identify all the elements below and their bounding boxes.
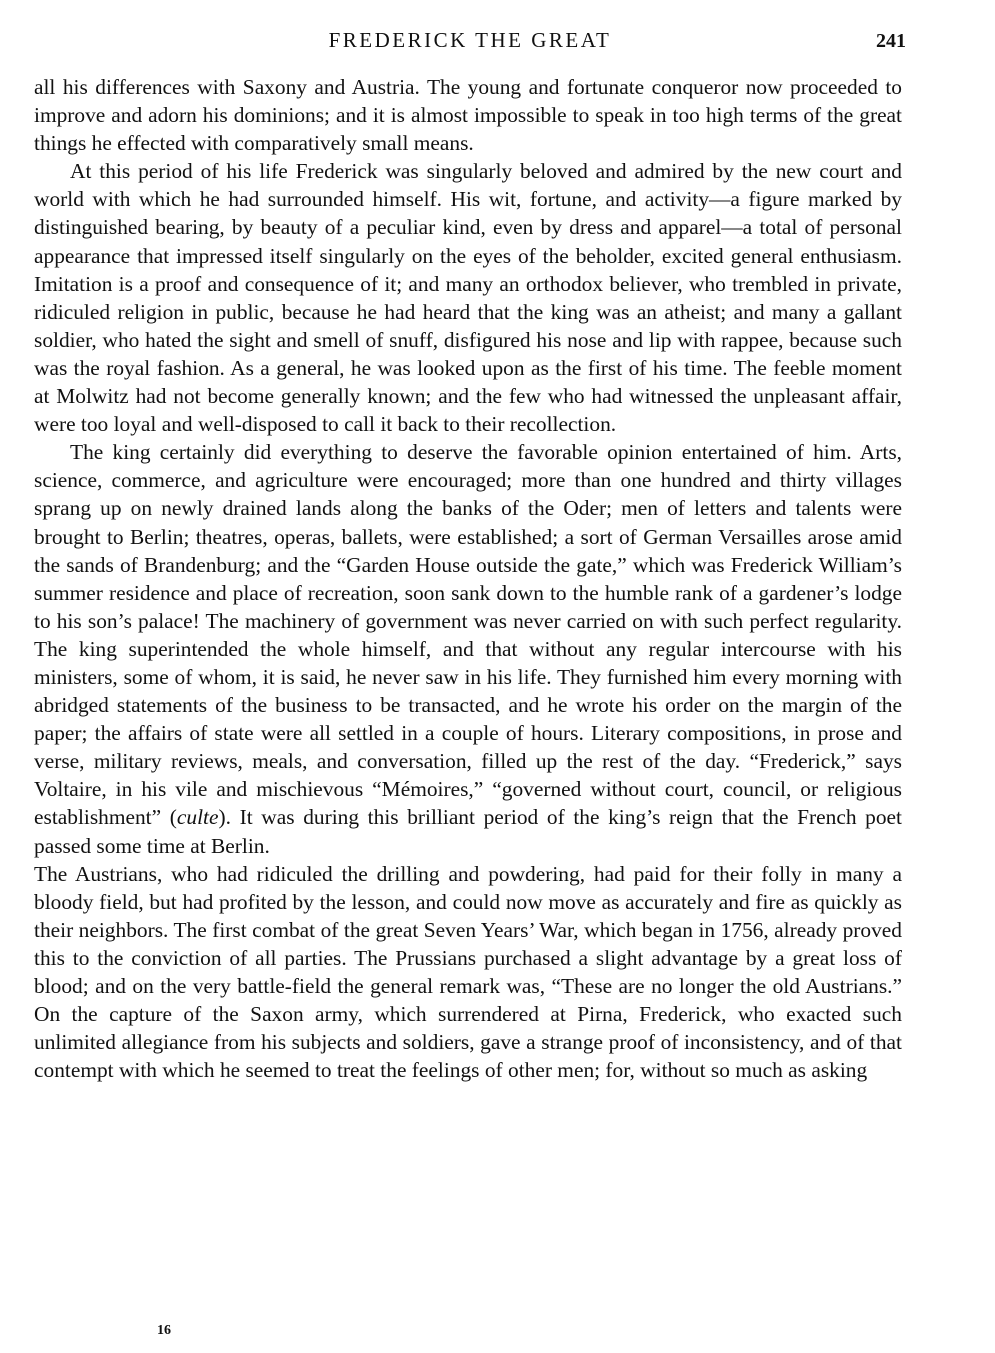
paragraph-king-deserved (34, 438, 902, 859)
body-text (34, 73, 902, 1084)
paragraph-text-after-italic: ). It was during this brilliant period of the king’s reign that the French poet passed some time at Berlin. (34, 805, 902, 858)
paragraph-continuation: all his differences with Saxony and Austria. The young and fortunate conqueror now proceeded to improve and adorn his dominions; and it is almost impossible to speak in too high terms of the great things he effected with comparatively small means. (34, 75, 902, 156)
paragraph-text-before-italic: The king certainly did everything to deserve the favorable opinion entertained of him. Arts, science, commerce, and agriculture were encouraged; more than one hundred and thirty villages sprang up on newly drained lands along the banks of the Oder; men of letters and talents were brought to Berlin; theatres, operas, ballets, were established; a sort of German Versailles arose amid the sands of Brandenburg; and the “Garden House outside the gate,” which was Frederick William’s summer residence and place of recreation, soon sank down to the humble rank of a gardener’s lodge to his son’s palace! The machinery of government was never carried on with such perfect regularity. The king superintended the whole himself, and that without any regular intercourse with his ministers, some of whom, it is said, he never saw in his life. They furnished him every morning with abridged statements of the business to be transacted, and he wrote his order on the margin of the paper; the affairs of state were all settled in a couple of hours. Literary compositions, in prose and verse, military reviews, meals, and conversation, filled up the rest of the day. “Frederick,” says Voltaire, in his vile and mischievous “Mémoires,” “governed without court, council, or religious establishment” ( (34, 440, 902, 830)
paragraph-frederick-admired: At this period of his life Frederick was singularly beloved and admired by the new court and world with which he had surrounded himself. His wit, fortune, and activity—a figure marked by distinguished bearing, by beauty of a peculiar kind, even by dress and apparel—a total of personal appearance that impressed itself singularly on the eyes of the beholder, excited general enthusiasm. Imitation is a proof and consequence of it; and many an orthodox believer, who trembled in private, ridiculed religion in public, because he had heard that the king was an atheist; and many a gallant soldier, who hated the sight and smell of snuff, disfigured his nose and lip with rappee, because such was the royal fashion. As a general, he was looked upon as the first of his time. The feeble moment at Molwitz had not become generally known; and the few who had witnessed the unpleasant affair, were too loyal and well-disposed to call it back to their recollection. (34, 159, 902, 437)
paragraph-austrians: The Austrians, who had ridiculed the drilling and powdering, had paid for their folly in many a bloody field, but had profited by the lesson, and could now move as accurately and fire as quickly as their neighbors. The first combat of the great Seven Years’ War, which began in 1756, already proved this to the conviction of all parties. The Prussians purchased a slight advantage by a great loss of blood; and on the very battle-field the general remark was, “These are no longer the old Austrians.” On the capture of the Saxon army, which surrendered at Pirna, Frederick, who exacted such unlimited allegiance from his subjects and soldiers, gave a strange proof of inconsistency, and of that contempt with which he seemed to treat the feelings of other men; for, without so much as asking (34, 861, 902, 1083)
italic-term-culte: culte (176, 805, 219, 830)
running-head: FREDERICK THE GREAT (328, 28, 612, 52)
page-number: 241 (876, 30, 906, 52)
page-header (34, 28, 906, 54)
signature-mark: 16 (157, 1323, 171, 1338)
